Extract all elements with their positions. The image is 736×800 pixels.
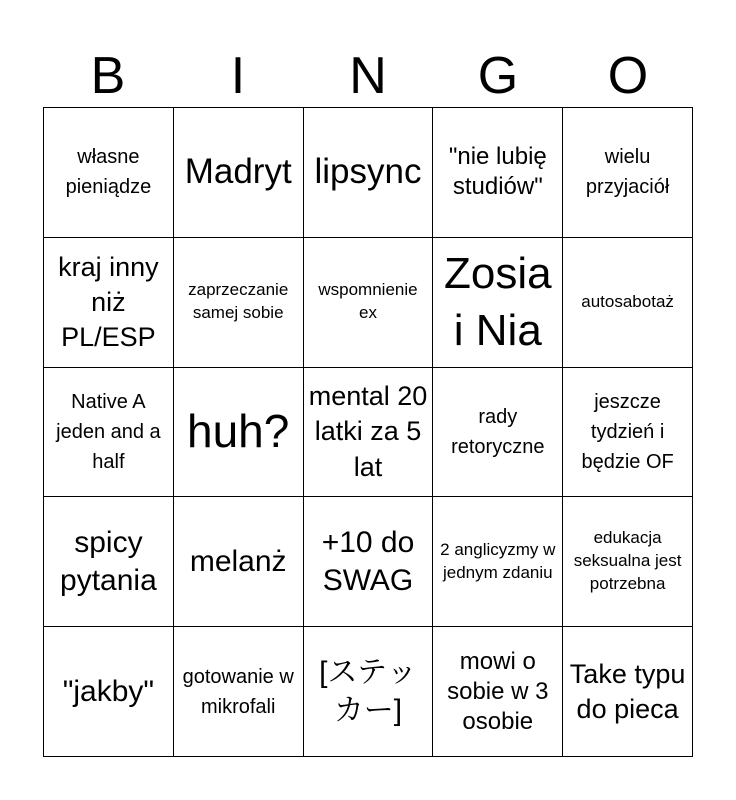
cell-text: Native A jeden and a half xyxy=(56,390,161,473)
bingo-cell[interactable] xyxy=(174,108,304,238)
bingo-cell[interactable] xyxy=(563,238,693,368)
bingo-cell[interactable] xyxy=(563,108,693,238)
cell-text: huh? xyxy=(187,405,290,458)
cell-text: rady retoryczne xyxy=(451,405,545,458)
cell-text: edukacja seksualna jest potrzebna xyxy=(573,528,682,594)
cell-text: [ステッカー] xyxy=(319,656,417,727)
bingo-cell[interactable] xyxy=(174,627,304,757)
cell-text: kraj inny niż PL/ESP xyxy=(58,251,159,352)
header-letter-i: I xyxy=(230,47,246,105)
bingo-cell[interactable] xyxy=(174,368,304,498)
bingo-cell[interactable] xyxy=(44,238,174,368)
cell-text: +10 do SWAG xyxy=(321,526,415,597)
cell-text: melanż xyxy=(189,545,287,579)
bingo-cell[interactable] xyxy=(44,368,174,498)
bingo-cell[interactable] xyxy=(433,497,563,627)
bingo-cell[interactable] xyxy=(44,497,174,627)
bingo-cell[interactable] xyxy=(563,627,693,757)
cell-text: mental 20 latki za 5 lat xyxy=(308,381,428,482)
bingo-cell[interactable] xyxy=(433,108,563,238)
header-letter-b: B xyxy=(90,47,126,105)
bingo-cell[interactable] xyxy=(563,368,693,498)
bingo-cell[interactable] xyxy=(304,238,434,368)
cell-text: zaprzeczanie samej sobie xyxy=(188,280,289,323)
cell-text: wielu przyjaciół xyxy=(585,146,670,199)
bingo-cell[interactable] xyxy=(304,497,434,627)
cell-text: Take typu do pieca xyxy=(569,658,686,724)
bingo-cell[interactable] xyxy=(174,497,304,627)
bingo-cell[interactable] xyxy=(174,238,304,368)
cell-text: "jakby" xyxy=(62,674,155,708)
cell-text: wspomnienie ex xyxy=(318,280,418,323)
bingo-cell[interactable] xyxy=(304,108,434,238)
cell-text: 2 anglicyzmy w jednym zdaniu xyxy=(440,539,556,582)
cell-text: "nie lubię studiów" xyxy=(448,143,547,201)
bingo-cell[interactable] xyxy=(433,238,563,368)
cell-text: mowi o sobie w 3 osobie xyxy=(447,647,549,735)
cell-text: własne pieniądze xyxy=(65,146,152,199)
cell-text: spicy pytania xyxy=(60,526,157,597)
bingo-cell[interactable] xyxy=(433,368,563,498)
header-letter-n: N xyxy=(349,47,387,105)
cell-text: gotowanie w mikrofali xyxy=(182,665,294,718)
cell-text: lipsync xyxy=(314,152,422,192)
bingo-cell[interactable] xyxy=(563,497,693,627)
bingo-cell[interactable] xyxy=(433,627,563,757)
header-letter-o: O xyxy=(607,47,649,105)
bingo-grid xyxy=(43,107,693,757)
bingo-cell[interactable] xyxy=(304,368,434,498)
bingo-cell[interactable] xyxy=(44,627,174,757)
header-letter-g: G xyxy=(477,47,519,105)
bingo-header xyxy=(43,44,693,108)
cell-text: Madryt xyxy=(184,152,292,192)
bingo-cell[interactable] xyxy=(304,627,434,757)
bingo-cell[interactable] xyxy=(44,108,174,238)
cell-text: jeszcze tydzień i będzie OF xyxy=(581,390,674,473)
cell-text: Zosia i Nia xyxy=(443,249,552,356)
cell-text: autosabotaż xyxy=(581,291,674,311)
